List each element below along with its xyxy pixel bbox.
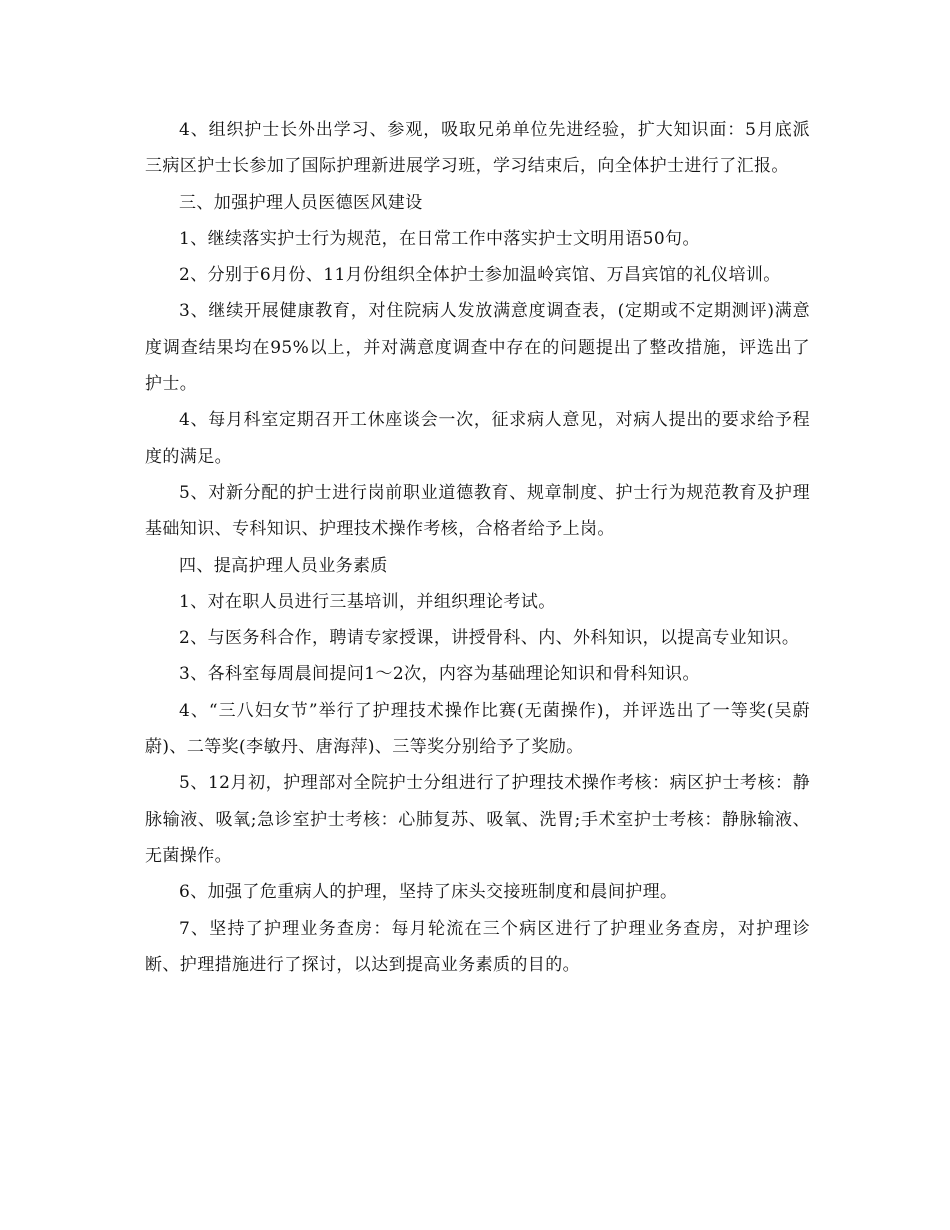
paragraph-item-2-etiquette: 2、分别于6月份、11月份组织全体护士参加温岭宾馆、万昌宾馆的礼仪培训。 xyxy=(179,265,781,286)
paragraph-item-6-critical-care: 6、加强了危重病人的护理，坚持了床头交接班制度和晨间护理。 xyxy=(179,882,678,903)
paragraph-item-2-lectures: 2、与医务科合作，聘请专家授课，讲授骨科、内、外科知识，以提高专业知识。 xyxy=(179,628,800,649)
paragraph-item-4-study-visit: 4、组织护士长外出学习、参观，吸取兄弟单位先进经验，扩大知识面：5月底派三病区护士长参加了国际护理新进展学习班，学习结束后，向全体护士进行了汇报。 xyxy=(145,120,810,177)
paragraph-item-5-assessment: 5、12月初，护理部对全院护士分组进行了护理技术操作考核：病区护士考核：静脉输液、吸氧;急诊室护士考核：心肺复苏、吸氧、洗胃;手术室护士考核：静脉输液、无菌操作。 xyxy=(145,773,810,866)
paragraph-item-5-new-nurses: 5、对新分配的护士进行岗前职业道德教育、规章制度、护士行为规范教育及护理基础知识、专科知识、护理技术操作考核，合格者给予上岗。 xyxy=(145,482,810,540)
paragraph-item-4-forum: 4、每月科室定期召开工休座谈会一次，征求病人意见，对病人提出的要求给予程度的满足。 xyxy=(145,410,810,467)
section-heading-4: 四、提高护理人员业务素质 xyxy=(179,555,388,576)
paragraph-item-7-rounds: 7、坚持了护理业务查房：每月轮流在三个病区进行了护理业务查房，对护理诊断、护理措施进行了探讨，以达到提高业务素质的目的。 xyxy=(145,918,810,975)
section-heading-3: 三、加强护理人员医德医风建设 xyxy=(179,192,423,213)
paragraph-item-3-morning-questions: 3、各科室每周晨间提问1～2次，内容为基础理论知识和骨科知识。 xyxy=(179,664,700,685)
paragraph-item-1-training: 1、对在职人员进行三基培训，并组织理论考试。 xyxy=(179,591,556,612)
paragraph-item-4-competition: 4、“三八妇女节”举行了护理技术操作比赛(无菌操作)，并评选出了一等奖(吴蔚蔚)、二等奖(李敏丹、唐海萍)、三等奖分别给予了奖励。 xyxy=(145,700,810,758)
paragraph-item-3-health-education: 3、继续开展健康教育，对住院病人发放满意度调查表，(定期或不定期测评)满意度调查结果均在95%以上，并对满意度调查中存在的问题提出了整改措施，评选出了护士。 xyxy=(145,301,810,395)
paragraph-item-1-conduct: 1、继续落实护士行为规范，在日常工作中落实护士文明用语50句。 xyxy=(179,228,700,249)
document-body xyxy=(145,112,810,983)
